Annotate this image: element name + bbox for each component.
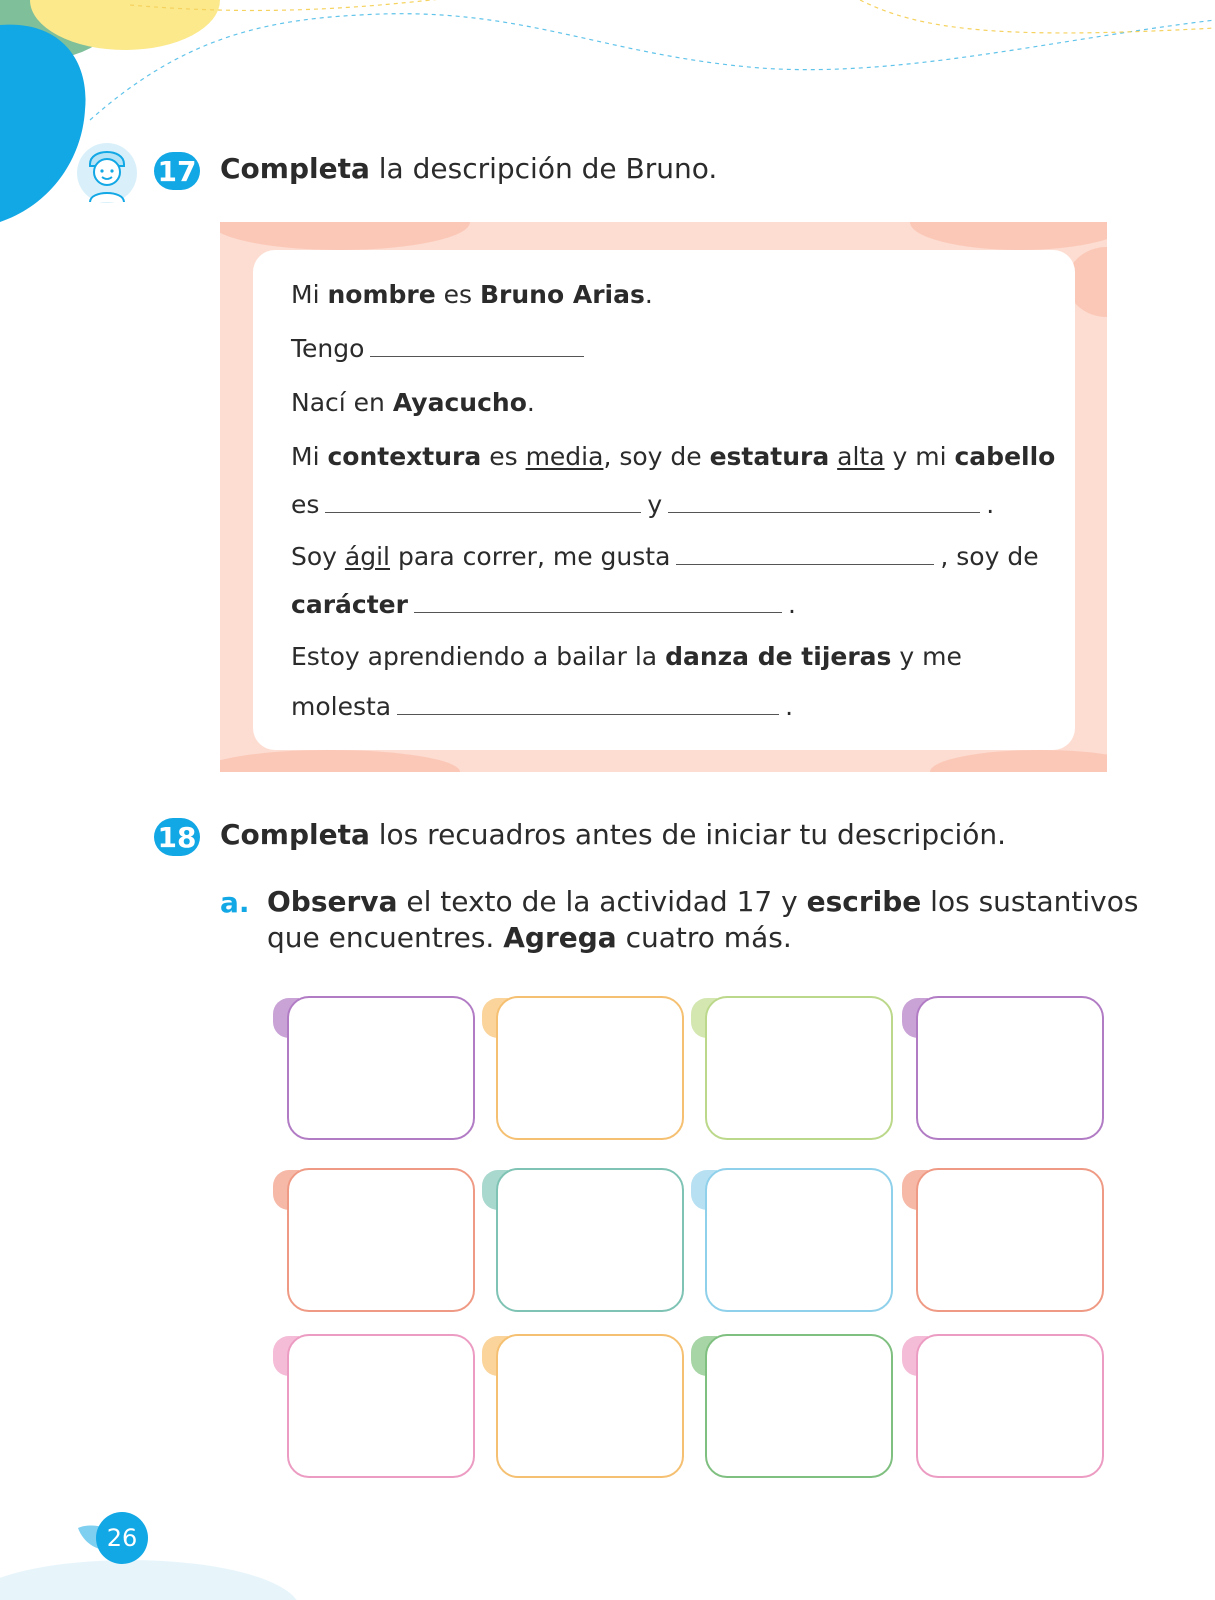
description-card-content [253, 250, 1075, 750]
activity-17-instruction: Completa la descripción de Bruno. [220, 152, 718, 185]
page-number: 26 [96, 1512, 148, 1564]
line-likes: Soy ágil para correr, me gusta , soy de [291, 542, 1039, 571]
description-card [220, 222, 1107, 772]
answer-box[interactable] [496, 996, 684, 1140]
answer-box[interactable] [287, 996, 475, 1140]
answer-box[interactable] [287, 1168, 475, 1312]
line-dance: Estoy aprendiendo a bailar la danza de tijeras y me [291, 642, 962, 671]
answer-box[interactable] [496, 1168, 684, 1312]
answer-box[interactable] [287, 1334, 475, 1478]
boy-avatar-icon [76, 140, 138, 204]
activity-17-number: 17 [154, 152, 200, 190]
line-character: carácter . [291, 590, 796, 619]
blank-character[interactable] [414, 611, 782, 613]
answer-box[interactable] [916, 1334, 1104, 1478]
sub-item-a-text: Observa el texto de la actividad 17 y escribe los sustantivos que encuentres. Agrega cuatro más. [267, 885, 1139, 954]
answer-box[interactable] [496, 1334, 684, 1478]
blank-hair-1[interactable] [325, 511, 641, 513]
activity-18-number: 18 [154, 818, 200, 856]
blank-age[interactable] [370, 355, 584, 357]
line-annoys: molesta . [291, 692, 794, 721]
activity-18-instruction: Completa los recuadros antes de iniciar tu descripción. [220, 818, 1007, 851]
line-physical: Mi contextura es media, soy de estatura alta y mi cabello [291, 442, 1056, 471]
blank-annoys[interactable] [397, 713, 779, 715]
answer-box[interactable] [705, 1168, 893, 1312]
line-birthplace: Nací en Ayacucho. [291, 388, 535, 417]
line-name: Mi nombre es Bruno Arias. [291, 280, 653, 309]
line-hair: es y . [291, 490, 995, 519]
answer-box[interactable] [705, 996, 893, 1140]
sub-item-letter: a. [220, 886, 250, 919]
answer-box[interactable] [916, 996, 1104, 1140]
answer-box[interactable] [916, 1168, 1104, 1312]
blank-hair-2[interactable] [668, 511, 980, 513]
blank-likes[interactable] [676, 563, 934, 565]
answer-box[interactable] [705, 1334, 893, 1478]
line-age: Tengo [291, 334, 590, 363]
